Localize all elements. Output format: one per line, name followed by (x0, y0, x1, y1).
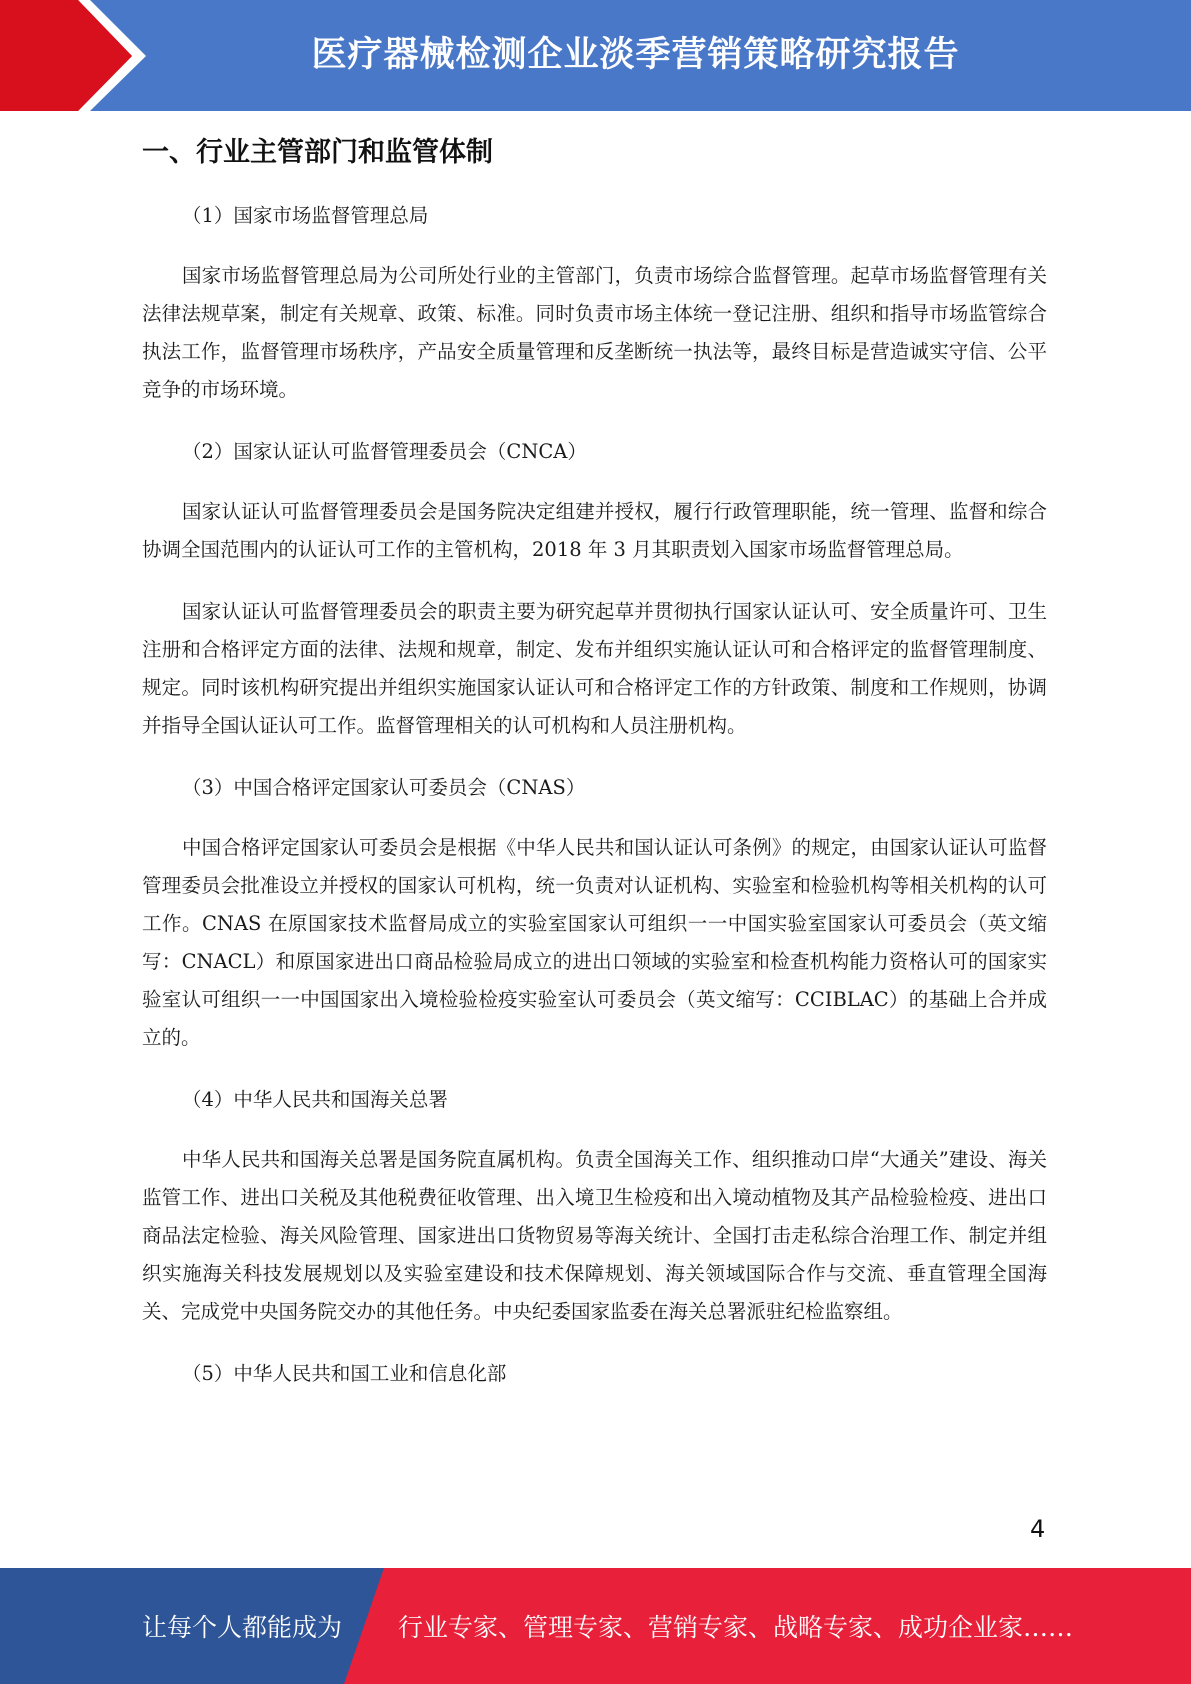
subheading-4: （4）中华人民共和国海关总署 (182, 1088, 448, 1111)
subheading-5: （5）中华人民共和国工业和信息化部 (182, 1362, 507, 1385)
report-title: 医疗器械检测企业淡季营销策略研究报告 (311, 35, 960, 75)
section-heading: 一、行业主管部门和监管体制 (142, 137, 493, 168)
subheading-2: （2）国家认证认可监督管理委员会（CNCA） (182, 440, 587, 463)
paragraph-2: 国家认证认可监督管理委员会是国务院决定组建并授权，履行行政管理职能，统一管理、监督和综合协调全国范围内的认证认可工作的主管机构，2018 年 3 月其职责划入国家市场监督管理总局。 (142, 500, 1047, 561)
footer-slogan-left: 让每个人都能成为 (142, 1613, 343, 1642)
page-header (0, 0, 1191, 111)
paragraph-5: 中华人民共和国海关总署是国务院直属机构。负责全国海关工作、组织推动口岸“大通关”建设、海关监管工作、进出口关税及其他税费征收管理、出入境卫生检疫和出入境动植物及其产品检验检疫、进出口商品法定检验、海关风险管理、国家进出口货物贸易等海关统计、全国打击走私综合治理工作、制定并组织实施海关科技发展规划以及实验室建设和技术保障规划、海关领域国际合作与交流、垂直管理全国海关、完成党中央国务院交办的其他任务。中央纪委国家监委在海关总署派驻纪检监察组。 (142, 1148, 1047, 1323)
paragraph-4: 中国合格评定国家认可委员会是根据《中华人民共和国认证认可条例》的规定，由国家认证认可监督管理委员会批准设立并授权的国家认可机构，统一负责对认证机构、实验室和检验机构等相关机构的认可工作。CNAS 在原国家技术监督局成立的实验室国家认可组织一一中国实验室国家认可委员会（英文缩写：CNACL）和原国家进出口商品检验局成立的进出口领域的实验室和检查机构能力资格认可的国家实验室认可组织一一中国国家出入境检验检疫实验室认可委员会（英文缩写：CCIBLAC）的基础上合并成立的。 (142, 836, 1047, 1049)
document-body (142, 197, 1047, 1393)
paragraph-3: 国家认证认可监督管理委员会的职责主要为研究起草并贯彻执行国家认证认可、安全质量许可、卫生注册和合格评定方面的法律、法规和规章，制定、发布并组织实施认证认可和合格评定的监督管理制度、规定。同时该机构研究提出并组织实施国家认证认可和合格评定工作的方针政策、制度和工作规则，协调并指导全国认证认可工作。监督管理相关的认可机构和人员注册机构。 (142, 600, 1047, 737)
page-number: 4 (1030, 1515, 1046, 1543)
page-footer (0, 1568, 1191, 1684)
footer-slogan-right: 行业专家、管理专家、营销专家、战略专家、成功企业家…… (398, 1613, 1074, 1642)
paragraph-1: 国家市场监督管理总局为公司所处行业的主管部门，负责市场综合监督管理。起草市场监督管理有关法律法规草案，制定有关规章、政策、标准。同时负责市场主体统一登记注册、组织和指导市场监管综合执法工作，监督管理市场秩序，产品安全质量管理和反垄断统一执法等，最终目标是营造诚实守信、公平竞争的市场环境。 (142, 264, 1047, 401)
subheading-1: （1）国家市场监督管理总局 (182, 204, 429, 227)
subheading-3: （3）中国合格评定国家认可委员会（CNAS） (182, 776, 586, 799)
